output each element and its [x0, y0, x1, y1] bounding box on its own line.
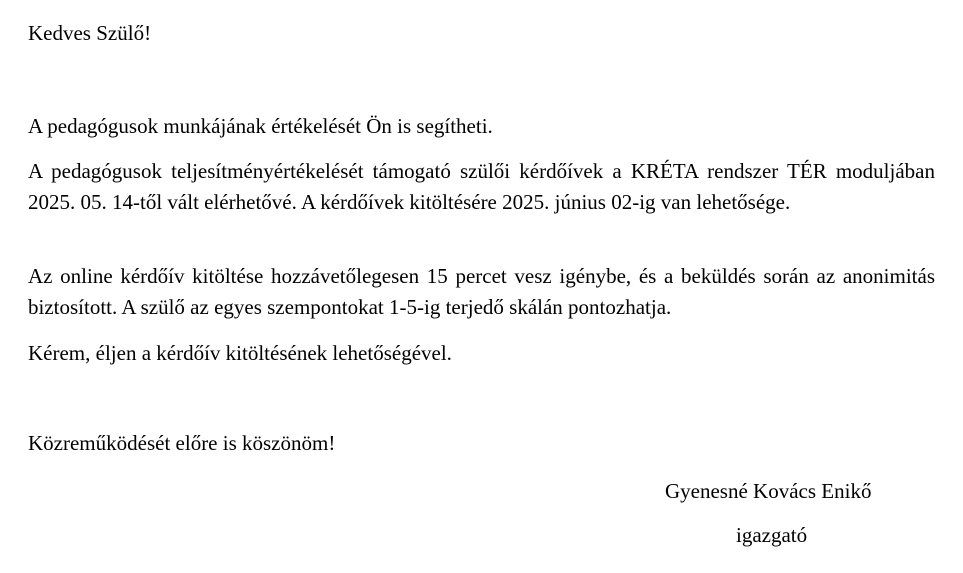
paragraph-availability: A pedagógusok teljesítményértékelését támogató szülői kérdőívek a KRÉTA rendszer TÉR moduljában 2025. 05. 14-től vált elérhetővé. A kérdőívek kitöltésére 2025. június 02-ig van lehetősége.: [28, 159, 935, 214]
thanks-text: Közreműködését előre is köszönöm!: [28, 431, 336, 455]
salutation: Kedves Szülő!: [28, 21, 152, 45]
signature-name: Gyenesné Kovács Enikő: [665, 479, 872, 503]
intro-text: A pedagógusok munkájának értékelését Ön is segítheti.: [28, 114, 493, 138]
paragraph-details: Az online kérdőív kitöltése hozzávetőlegesen 15 percet vesz igénybe, és a beküldés során az anonimitás biztosított. A szülő az egyes szempontokat 1-5-ig terjedő skálán pontozhatja.: [28, 264, 935, 319]
request-text: Kérem, éljen a kérdőív kitöltésének lehetőségével.: [28, 341, 452, 365]
signature-title: igazgató: [736, 523, 808, 547]
